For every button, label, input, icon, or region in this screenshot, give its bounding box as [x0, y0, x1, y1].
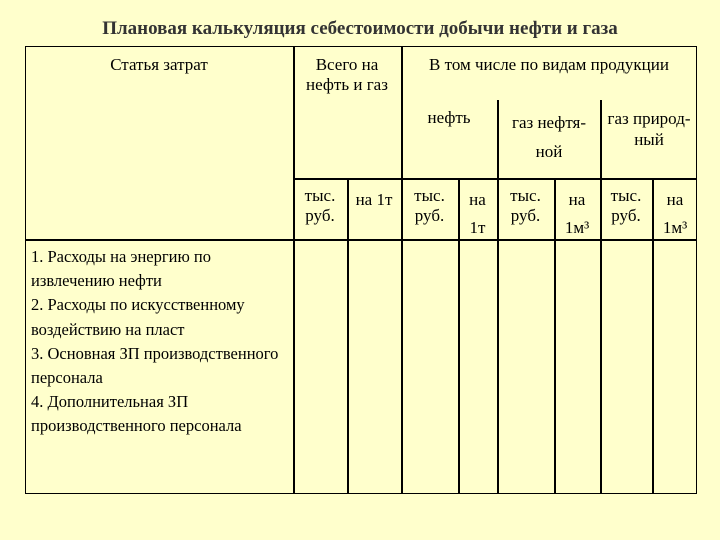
list-item: 1. Расходы на энергию по извлечению нефти	[31, 247, 212, 291]
grid-line	[600, 100, 602, 494]
cost-items-list	[31, 245, 293, 439]
by-product-header: В том числе по видам продукции	[429, 55, 669, 74]
grid-line	[347, 178, 349, 494]
list-item: 2. Расходы по искусственному воздействию на пласт	[31, 295, 245, 339]
product-assoc-gas-header: газ нефтя-ной	[511, 113, 587, 161]
list-item: 3. Основная ЗП производственного персонала	[31, 343, 279, 388]
product-natural-gas-header: газ природ-ный	[607, 109, 691, 149]
article-header: Статья затрат	[110, 55, 208, 74]
grid-line	[293, 178, 697, 180]
unit-assoc-per: на 1м³	[564, 190, 590, 237]
unit-oil-k: тыс. руб.	[414, 186, 445, 226]
unit-natural-per: на 1м³	[662, 190, 688, 237]
page-title: Плановая калькуляция себестоимости добычи нефти и газа	[102, 18, 618, 39]
unit-oil-per: на 1т	[469, 190, 486, 237]
product-oil-header: нефть	[427, 108, 471, 127]
unit-assoc-k: тыс. руб.	[510, 186, 541, 226]
grid-line	[497, 100, 499, 494]
grid-line	[293, 46, 295, 494]
unit-total-per: на 1т	[355, 190, 393, 209]
unit-total-k: тыс. руб.	[304, 186, 336, 226]
total-header: Всего на нефть и газ	[306, 55, 388, 95]
unit-natural-k: тыс. руб.	[610, 186, 642, 226]
list-item: 4. Дополнительная ЗП производственного персонала	[31, 392, 242, 436]
